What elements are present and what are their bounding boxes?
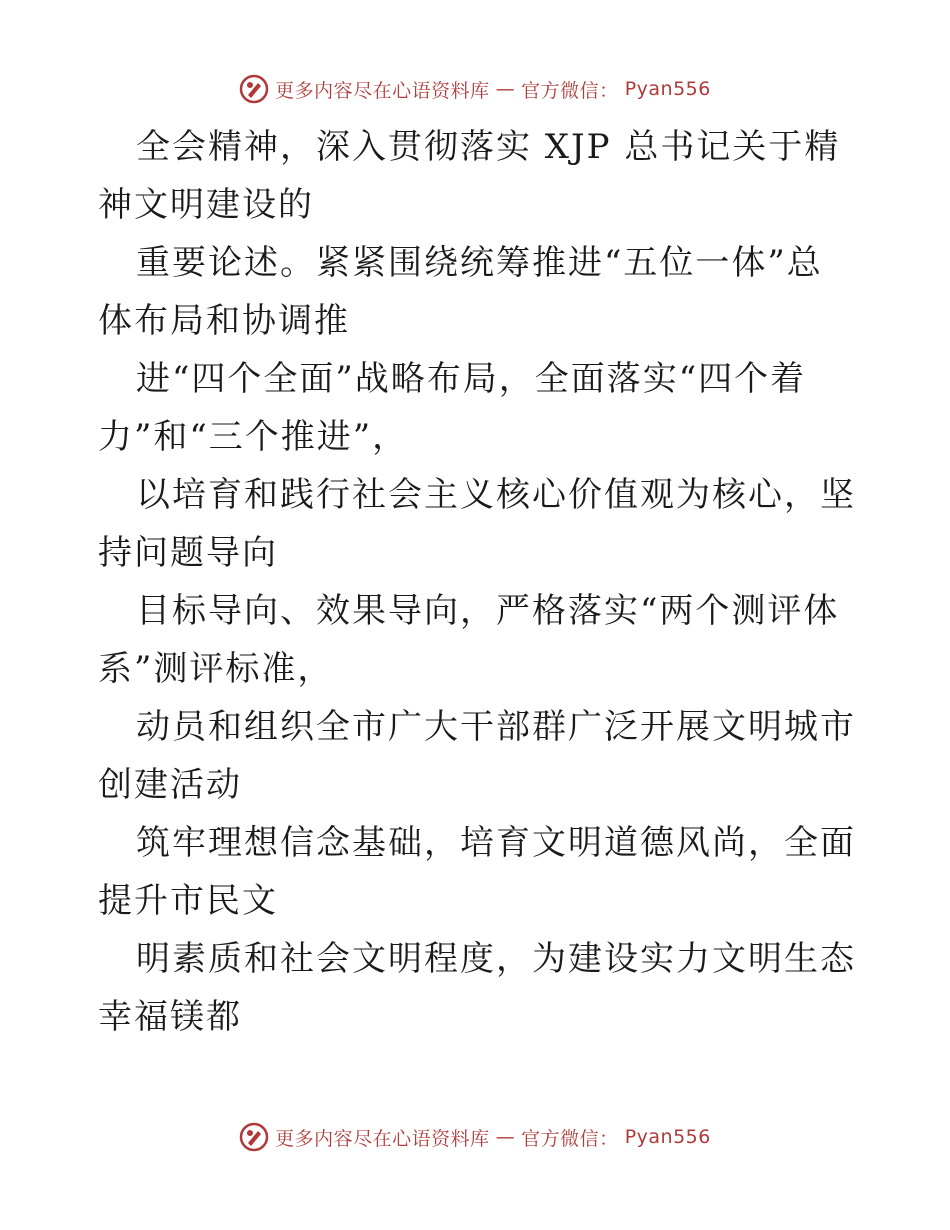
paragraph-7: 筑牢理想信念基础，培育文明道德风尚，全面提升市民文 xyxy=(98,823,856,921)
watermark-wechat-label: 官方微信： xyxy=(521,79,619,102)
footer-watermark xyxy=(0,1122,950,1152)
paragraph-8: 明素质和社会文明程度，为建设实力文明生态幸福镁都 xyxy=(98,939,856,1037)
watermark-dash: — xyxy=(495,78,516,100)
watermark-main-text: 更多内容尽在心语资料库 xyxy=(275,79,490,102)
watermark-wechat-id: Pyan556 xyxy=(624,1126,711,1148)
pen-seal-icon xyxy=(239,74,269,104)
watermark-main-text: 更多内容尽在心语资料库 xyxy=(275,1127,490,1150)
paragraph-2: 重要论述。紧紧围绕统筹推进“五位一体”总体布局和协调推 xyxy=(98,243,823,341)
paragraph-6: 动员和组织全市广大干部群广泛开展文明城市创建活动 xyxy=(98,707,856,805)
header-watermark xyxy=(0,74,950,104)
watermark-wechat-id: Pyan556 xyxy=(624,78,711,100)
paragraph-3: 进“四个全面”战略布局，全面落实“四个着力”和“三个推进”， xyxy=(98,359,807,457)
watermark-wechat-label: 官方微信： xyxy=(521,1127,619,1150)
paragraph-1: 全会精神，深入贯彻落实 XJP 总书记关于精神文明建设的 xyxy=(98,127,841,225)
watermark-dash: — xyxy=(495,1126,516,1148)
pen-seal-icon xyxy=(239,1122,269,1152)
document-body xyxy=(98,118,858,1046)
paragraph-4: 以培育和践行社会主义核心价值观为核心，坚持问题导向 xyxy=(98,475,856,573)
paragraph-5: 目标导向、效果导向，严格落实“两个测评体系”测评标准， xyxy=(98,591,840,689)
